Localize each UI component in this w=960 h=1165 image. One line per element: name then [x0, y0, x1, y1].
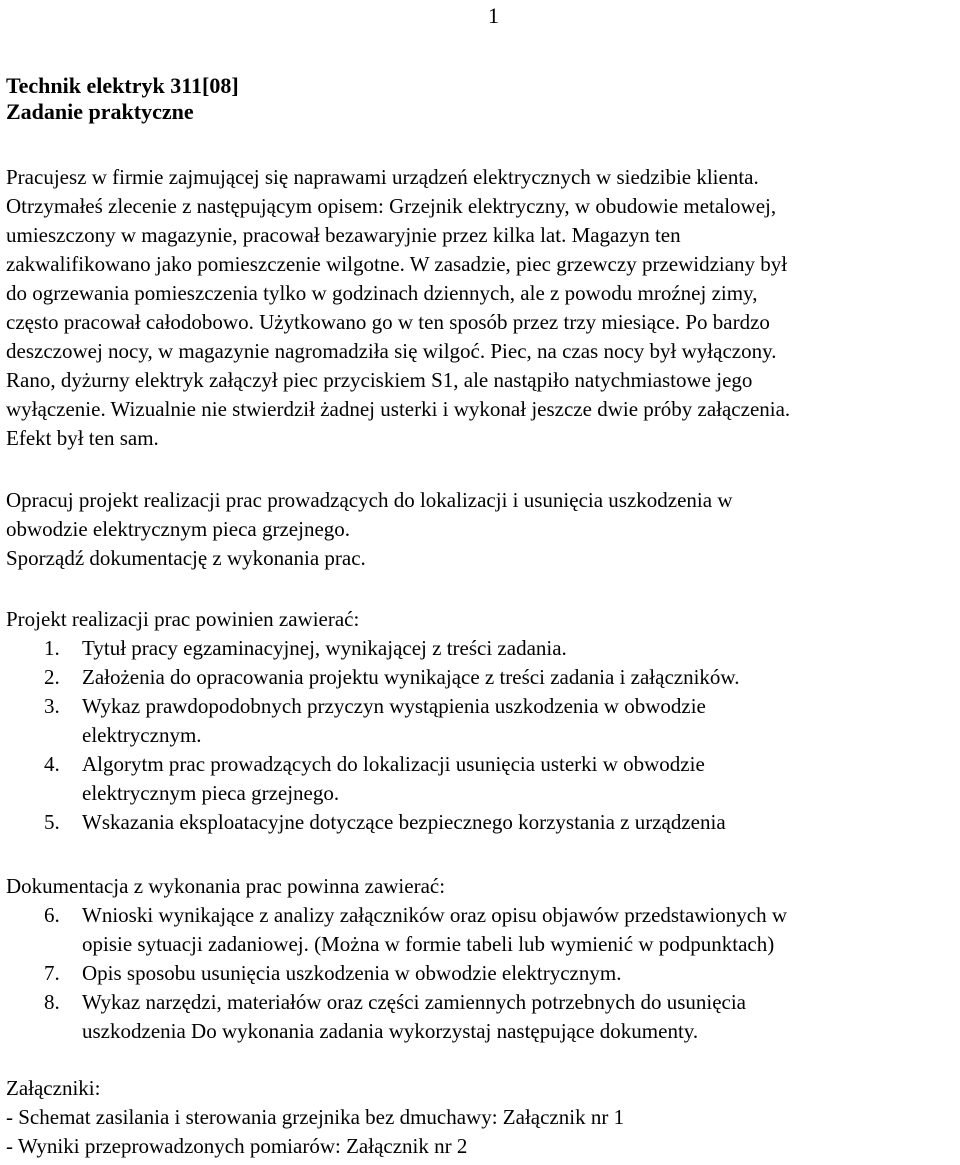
list-item [6, 959, 954, 988]
item-number: 8. [44, 990, 60, 1014]
page-number: 1 [488, 3, 499, 28]
item-text: uszkodzenia Do wykonania zadania wykorzystaj następujące dokumenty. [82, 1019, 699, 1043]
intro-line: Efekt był ten sam. [6, 426, 159, 450]
list-item [6, 988, 954, 1046]
item-text: Założenia do opracowania projektu wynikające z treści zadania i załączników. [82, 665, 740, 689]
project-heading: Projekt realizacji prac powinien zawierać: [6, 607, 360, 631]
intro-line: Otrzymałeś zlecenie z następującym opisem: Grzejnik elektryczny, w obudowie metalowej, [6, 194, 777, 218]
item-text: Tytuł pracy egzaminacyjnej, wynikającej z treści zadania. [82, 636, 567, 660]
intro-line: wyłączenie. Wizualnie nie stwierdził żadnej usterki i wykonał jeszcze dwie próby załączenia. [6, 397, 791, 421]
list-item [6, 808, 954, 837]
item-text: elektrycznym. [82, 723, 202, 747]
item-number: 7. [44, 961, 60, 985]
intro-line: zakwalifikowano jako pomieszczenie wilgotne. W zasadzie, piec grzewczy przewidziany był [6, 252, 788, 276]
item-number: 1. [44, 636, 60, 660]
title-line-1: Technik elektryk 311[08] [6, 73, 239, 98]
item-text: Opis sposobu usunięcia uszkodzenia w obwodzie elektrycznym. [82, 961, 622, 985]
item-number: 3. [44, 694, 60, 718]
document-title [6, 73, 239, 125]
item-number: 5. [44, 810, 60, 834]
task-line: obwodzie elektrycznym pieca grzejnego. [6, 517, 351, 541]
intro-line: często pracował całodobowo. Użytkowano go w ten sposób przez trzy miesiące. Po bardzo [6, 310, 770, 334]
documentation-heading: Dokumentacja z wykonania prac powinna zawierać: [6, 874, 446, 898]
intro-paragraph [6, 163, 954, 453]
item-text: Wykaz narzędzi, materiałów oraz części zamiennych potrzebnych do usunięcia [82, 990, 746, 1014]
item-text: Wykaz prawdopodobnych przyczyn wystąpienia uszkodzenia w obwodzie [82, 694, 706, 718]
item-text: elektrycznym pieca grzejnego. [82, 781, 340, 805]
documentation-list [6, 901, 954, 1046]
attachment-line: - Schemat zasilania i sterowania grzejnika bez dmuchawy: Załącznik nr 1 [6, 1105, 625, 1129]
title-line-2: Zadanie praktyczne [6, 99, 194, 124]
intro-line: umieszczony w magazynie, pracował bezawaryjnie przez kilka lat. Magazyn ten [6, 223, 681, 247]
list-item [6, 634, 954, 663]
intro-line: Rano, dyżurny elektryk załączył piec przyciskiem S1, ale nastąpiło natychmiastowe jego [6, 368, 753, 392]
attachments-section [6, 1074, 954, 1161]
list-item [6, 750, 954, 808]
task-line: Sporządź dokumentację z wykonania prac. [6, 546, 366, 570]
list-item [6, 663, 954, 692]
intro-line: deszczowej nocy, w magazynie nagromadziła się wilgoć. Piec, na czas nocy był wyłączony. [6, 339, 777, 363]
project-list [6, 634, 954, 837]
intro-line: do ogrzewania pomieszczenia tylko w godzinach dziennych, ale z powodu mroźnej zimy, [6, 281, 758, 305]
item-number: 4. [44, 752, 60, 776]
attachment-line: - Wyniki przeprowadzonych pomiarów: Załącznik nr 2 [6, 1134, 468, 1158]
task-paragraph [6, 486, 954, 573]
task-line: Opracuj projekt realizacji prac prowadzących do lokalizacji i usunięcia uszkodzenia w [6, 488, 733, 512]
item-text: Algorytm prac prowadzących do lokalizacji usunięcia usterki w obwodzie [82, 752, 705, 776]
list-item [6, 692, 954, 750]
item-text: Wskazania eksploatacyjne dotyczące bezpiecznego korzystania z urządzenia [82, 810, 726, 834]
item-text: opisie sytuacji zadaniowej. (Można w formie tabeli lub wymienić w podpunktach) [82, 932, 775, 956]
attachments-heading: Załączniki: [6, 1076, 101, 1100]
intro-line: Pracujesz w firmie zajmującej się naprawami urządzeń elektrycznych w siedzibie klienta. [6, 165, 759, 189]
item-number: 2. [44, 665, 60, 689]
item-text: Wnioski wynikające z analizy załączników oraz opisu objawów przedstawionych w [82, 903, 787, 927]
item-number: 6. [44, 903, 60, 927]
list-item [6, 901, 954, 959]
